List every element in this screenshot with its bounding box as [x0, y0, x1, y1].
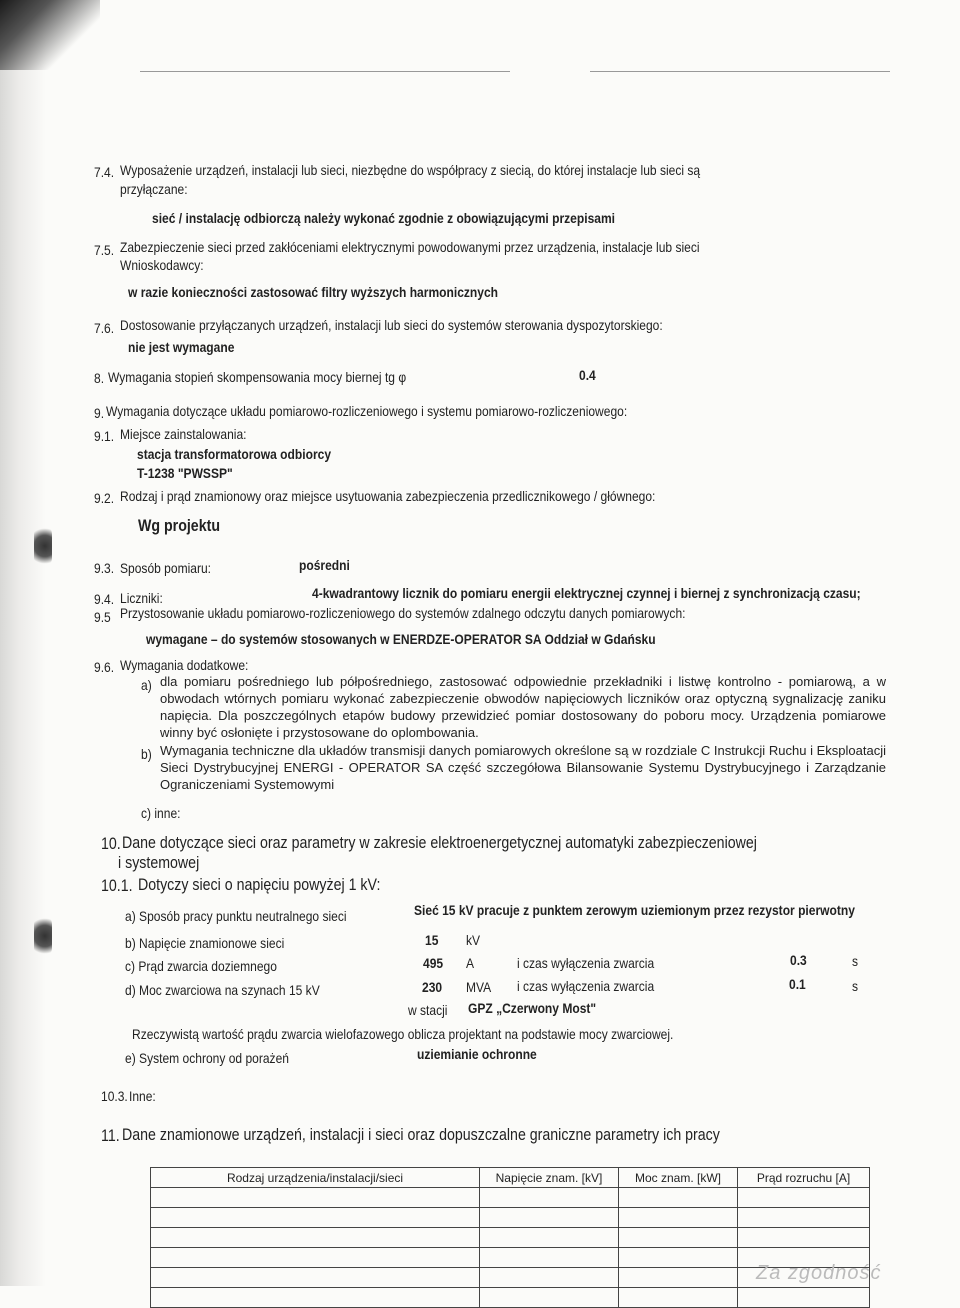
item-label: a) [141, 677, 152, 693]
section-question: Wymagania dotyczące układu pomiarowo-rozliczeniowego i systemu pomiarowo-rozliczeniowego: [106, 403, 628, 419]
table-cell [738, 1208, 870, 1228]
column-header: Moc znam. [kW] [619, 1168, 738, 1188]
certification-stamp: Za zgodność [756, 1262, 882, 1284]
param-time-unit: s [852, 953, 859, 969]
param-unit: MVA [466, 979, 492, 995]
column-header: Napięcie znam. [kV] [480, 1168, 619, 1188]
table-row [151, 1208, 870, 1228]
table-cell [619, 1188, 738, 1208]
table-cell [619, 1208, 738, 1228]
section-title-cont: i systemowej [118, 854, 200, 872]
section-number: 7.4. [94, 164, 115, 180]
param-time-label: i czas wyłączenia zwarcia [517, 955, 655, 971]
table-row [151, 1288, 870, 1308]
requirement-a-text: dla pomiaru pośredniego lub półpośredniego, zastosować odpowiednie przekładniki i listwę kontrolno - pomiarową, a w obwodach wtórnych pomiaru wykonać zabezpieczenie obwodów napięciowych liczników oraz optyczną sygnalizację zaniku napięcia. Dla poszczególnych etapów budowy przewidzieć pomiar dostosowany do poboru mocy. Urządzenia pomiarowe winny być osłonięte i przystosowane do oplombowania. [160, 674, 886, 740]
table-cell [480, 1188, 619, 1208]
requirement-c: c) inne: [141, 805, 181, 821]
scan-corner-shadow [0, 0, 100, 70]
table-cell [619, 1268, 738, 1288]
section-number: 9.3. [94, 560, 115, 576]
item-label: b) [141, 746, 152, 762]
section-question: Rodzaj i prąd znamionowy oraz miejsce usytuowania zabezpieczenia przedlicznikowego / głównego: [120, 488, 656, 504]
short-circuit-note: Rzeczywistą wartość prądu zwarcia wielofazowego oblicza projektant na podstawie mocy zwarciowej. [132, 1026, 674, 1042]
section-number: 7.6. [94, 320, 115, 336]
top-rule [140, 71, 510, 72]
column-header: Prąd rozruchu [A] [738, 1168, 870, 1188]
table-row [151, 1228, 870, 1248]
section-number: 9.4. [94, 591, 115, 607]
section-answer: Wg projektu [138, 517, 220, 535]
section-number: 9.6. [94, 659, 115, 675]
section-question: Miejsce zainstalowania: [120, 426, 247, 442]
section-question: Inne: [129, 1088, 156, 1104]
binder-hole-mark [34, 915, 52, 957]
table-cell [619, 1228, 738, 1248]
section-question: Sposób pomiaru: [120, 560, 212, 576]
param-value: 495 [423, 955, 444, 971]
param-value: 15 [425, 932, 439, 948]
table-cell [480, 1248, 619, 1268]
section-question: Wyposażenie urządzeń, instalacji lub sieci, niezbędne do współpracy z siecią, do której instalacje lub sieci są [120, 162, 701, 178]
section-answer: sieć / instalację odbiorczą należy wykonać zgodnie z obowiązującymi przepisami [152, 210, 616, 226]
section-answer-cont: T-1238 "PWSSP" [137, 465, 233, 481]
param-value: Sieć 15 kV pracuje z punktem zerowym uziemionym przez rezystor pierwotny [414, 902, 855, 918]
requirement-b-text: Wymagania techniczne dla układów transmisji danych pomiarowych określone są w rozdziale C Instrukcji Ruchu i Eksploatacji Sieci Dystrybucyjnej ENERGI - OPERATOR SA część szczegółowa Bilansowanie Systemu Dystrybucyjnego i Zarządzanie Ograniczeniami Systemowymi [160, 743, 886, 792]
section-question: Wymagania dodatkowe: [120, 657, 249, 673]
section-answer: nie jest wymagane [128, 339, 235, 355]
table-cell [480, 1288, 619, 1308]
param-label: a) Sposób pracy punktu neutralnego sieci [125, 908, 347, 924]
section-question: Liczniki: [120, 590, 163, 606]
section-number: 9.1. [94, 428, 115, 444]
section-answer: pośredni [299, 557, 350, 573]
table-header-row [151, 1168, 870, 1188]
table-cell [151, 1228, 480, 1248]
table-cell [738, 1288, 870, 1308]
section-title: Dane dotyczące sieci oraz parametry w zakresie elektroenergetycznej automatyki zabezpieczeniowej [122, 834, 757, 852]
section-answer: 4-kwadrantowy licznik do pomiaru energii elektrycznej czynnej i biernej z synchronizacją czasu; [312, 585, 861, 601]
table-cell [738, 1228, 870, 1248]
section-question-cont: przyłączane: [120, 181, 188, 197]
table-cell [151, 1208, 480, 1228]
param-value: uziemianie ochronne [417, 1046, 537, 1062]
section-answer: 0.4 [579, 367, 596, 383]
section-number: 10. [101, 835, 121, 853]
section-answer: w razie konieczności zastosować filtry wyższych harmonicznych [128, 284, 499, 300]
table-row [151, 1188, 870, 1208]
table-cell [480, 1208, 619, 1228]
section-number: 10.1. [101, 877, 133, 895]
section-question: Dostosowanie przyłączanych urządzeń, instalacji lub sieci do systemów sterowania dyspozytorskiego: [120, 317, 663, 333]
param-unit: A [466, 955, 475, 971]
param-label: d) Moc zwarciowa na szynach 15 kV [125, 982, 320, 998]
section-answer: wymagane – do systemów stosowanych w ENERDZE-OPERATOR SA Oddział w Gdańsku [146, 631, 656, 647]
section-answer: stacja transformatorowa odbiorcy [137, 446, 332, 462]
section-title: Dane znamionowe urządzeń, instalacji i sieci oraz dopuszczalne graniczne parametry ich pracy [122, 1126, 720, 1144]
table-cell [151, 1188, 480, 1208]
table-cell [480, 1268, 619, 1288]
section-number: 9.2. [94, 490, 115, 506]
table-cell [619, 1248, 738, 1268]
param-label: e) System ochrony od porażeń [125, 1050, 289, 1066]
station-name: GPZ „Czerwony Most" [468, 1000, 597, 1016]
param-time-value: 0.3 [790, 952, 807, 968]
table-cell [151, 1248, 480, 1268]
table-cell [619, 1288, 738, 1308]
table-cell [151, 1288, 480, 1308]
section-question-cont: Wnioskodawcy: [120, 257, 204, 273]
section-number: 9.5 [94, 609, 111, 625]
param-label: b) Napięcie znamionowe sieci [125, 935, 285, 951]
param-label: c) Prąd zwarcia doziemnego [125, 958, 277, 974]
param-unit: kV [466, 932, 481, 948]
section-question: Zabezpieczenie sieci przed zakłóceniami elektrycznymi powodowanymi przez urządzenia, instalacje lub sieci [120, 239, 700, 255]
section-number: 9. [94, 405, 105, 421]
section-question: Przystosowanie układu pomiarowo-rozliczeniowego do systemów zdalnego odczytu danych pomiarowych: [120, 605, 686, 621]
column-header: Rodzaj urządzenia/instalacji/sieci [151, 1168, 480, 1188]
param-time-label: i czas wyłączenia zwarcia [517, 978, 655, 994]
section-question: Wymagania stopień skompensowania mocy biernej tg φ [108, 369, 407, 385]
table-cell [738, 1188, 870, 1208]
section-number: 10.3. [101, 1088, 128, 1104]
station-label: w stacji [408, 1002, 448, 1018]
top-rule [590, 71, 890, 72]
rated-data-table [150, 1167, 870, 1308]
table-cell [480, 1228, 619, 1248]
table-cell [151, 1268, 480, 1288]
section-number: 8. [94, 370, 105, 386]
scan-shadow-edge [0, 0, 46, 1286]
binder-hole-mark [34, 525, 52, 567]
section-question: Dotyczy sieci o napięciu powyżej 1 kV: [138, 876, 381, 894]
section-number: 11. [101, 1127, 120, 1145]
param-time-unit: s [852, 978, 859, 994]
param-time-value: 0.1 [789, 976, 806, 992]
section-number: 7.5. [94, 242, 115, 258]
param-value: 230 [422, 979, 443, 995]
